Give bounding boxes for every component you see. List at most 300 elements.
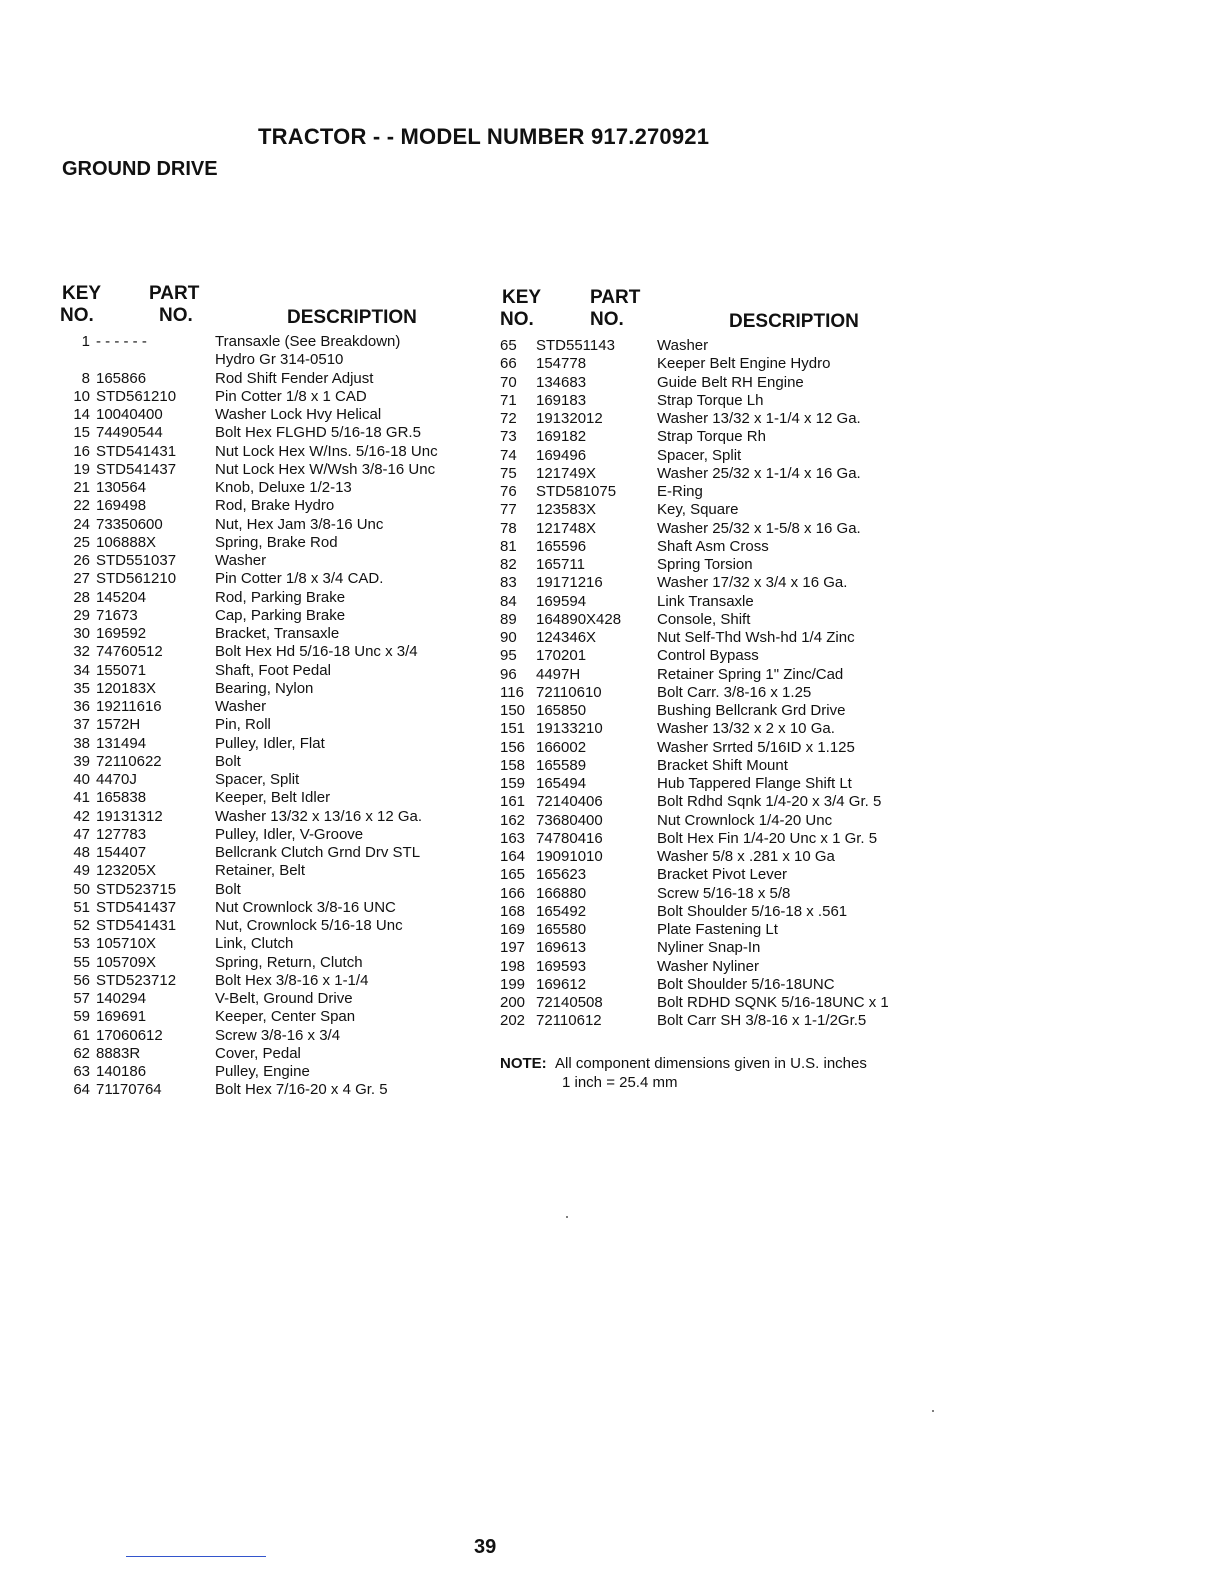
table-row: [500, 611, 930, 629]
table-row: [60, 698, 490, 716]
table-row: [500, 684, 930, 702]
description: Bracket Pivot Lever: [657, 866, 788, 884]
part-no: 17060612: [96, 1026, 163, 1044]
description: Washer Nyliner: [657, 957, 759, 975]
description: Knob, Deluxe 1/2-13: [215, 479, 352, 496]
key-no: 53: [73, 935, 90, 953]
table-row: [60, 826, 490, 844]
part-no: 121748X: [536, 519, 597, 537]
part-no: 71170764: [96, 1081, 162, 1099]
part-no: 106888X: [96, 533, 157, 551]
description: Bolt Rdhd Sqnk 1/4-20 x 3/4 Gr. 5: [657, 793, 882, 811]
part-no: STD541431: [96, 917, 177, 934]
description: Cap, Parking Brake: [215, 606, 346, 624]
description: Washer Lock Hvy Helical: [215, 406, 382, 423]
description: Bushing Bellcrank Grd Drive: [657, 702, 846, 719]
table-row: [500, 520, 930, 538]
table-row: [500, 337, 930, 355]
key-no: 78: [500, 519, 517, 537]
table-row: [60, 753, 490, 771]
table-row: [60, 917, 490, 935]
key-no: 156: [500, 738, 526, 756]
part-no: 72140508: [536, 994, 603, 1011]
key-no: 21: [73, 479, 90, 496]
key-no: 74: [500, 446, 517, 464]
description: Bracket, Transaxle: [215, 625, 340, 642]
description: Spacer, Split: [215, 771, 300, 788]
key-no: 49: [73, 862, 90, 880]
description: Nut Crownlock 1/4-20 Unc: [657, 811, 833, 829]
description: Bolt RDHD SQNK 5/16-18UNC x 1: [657, 994, 889, 1011]
part-no: 74760512: [96, 643, 163, 661]
table-row: [60, 881, 490, 899]
description: Bracket Shift Mount: [657, 756, 788, 774]
key-no: 56: [73, 971, 90, 989]
header-description: DESCRIPTION: [729, 311, 859, 332]
part-no: 169498: [96, 497, 147, 515]
part-no: 19091010: [536, 848, 603, 865]
key-no: 32: [73, 643, 90, 661]
description: Keeper, Belt Idler: [215, 789, 331, 807]
description: Control Bypass: [657, 647, 759, 665]
key-no: 63: [73, 1063, 90, 1080]
part-no: 165596: [536, 537, 587, 555]
key-no: 29: [73, 606, 90, 624]
table-row: [500, 501, 930, 519]
table-row: [500, 1012, 930, 1030]
key-no: 164: [500, 848, 526, 865]
key-no: 1: [81, 333, 90, 350]
description: Washer 13/32 x 2 x 10 Ga.: [657, 720, 835, 738]
part-no: 4497H: [536, 665, 581, 683]
description: Washer 13/32 x 13/16 x 12 Ga.: [215, 807, 423, 825]
part-no: 131494: [96, 734, 147, 752]
table-row: [60, 662, 490, 680]
note: [500, 1054, 867, 1092]
description: Washer Srrted 5/16ID x 1.125: [657, 738, 855, 756]
part-no: STD523712: [96, 971, 177, 989]
table-row: [500, 976, 930, 994]
description: Bolt Hex 7/16-20 x 4 Gr. 5: [215, 1081, 388, 1099]
table-row: [60, 935, 490, 953]
part-no: 145204: [96, 588, 147, 606]
part-no: 169613: [536, 939, 587, 957]
table-row: [500, 556, 930, 574]
description: Cover, Pedal: [215, 1044, 301, 1062]
part-no: 165866: [96, 369, 147, 387]
key-no: 47: [73, 825, 90, 843]
table-row: [500, 355, 930, 373]
table-row: [60, 443, 490, 461]
part-no: STD581075: [536, 483, 617, 500]
key-no: 50: [73, 880, 90, 898]
part-no: 19132012: [536, 410, 603, 427]
key-no: 198: [500, 957, 526, 975]
description: Nut, Crownlock 5/16-18 Unc: [215, 917, 403, 934]
table-row: [60, 479, 490, 497]
description: Strap Torque Rh: [657, 428, 766, 446]
key-no: 51: [73, 898, 90, 916]
table-row: [500, 465, 930, 483]
description: Washer: [657, 337, 709, 354]
header-part-line1: PART: [149, 283, 200, 304]
key-no: 10: [73, 387, 90, 405]
description: Bolt: [215, 752, 241, 770]
table-row: [60, 1081, 490, 1099]
part-no: 1572H: [96, 716, 141, 734]
page-number: 39: [474, 1536, 497, 1558]
description: Keeper, Center Span: [215, 1008, 356, 1026]
part-no: 169593: [536, 957, 587, 975]
description: Bellcrank Clutch Grnd Drv STL: [215, 844, 421, 861]
part-no: 154778: [536, 355, 587, 373]
description: Link Transaxle: [657, 592, 754, 610]
table-row: [500, 629, 930, 647]
part-no: 19171216: [536, 574, 603, 592]
key-no: 57: [73, 990, 90, 1007]
table-row: [60, 388, 490, 406]
table-row: [500, 428, 930, 446]
table-row: [500, 958, 930, 976]
description: Pin Cotter 1/8 x 1 CAD: [215, 387, 367, 405]
part-no: 4470J: [96, 771, 137, 788]
table-row: [60, 607, 490, 625]
description: Washer 25/32 x 1-1/4 x 16 Ga.: [657, 464, 861, 482]
part-no: 169691: [96, 1008, 147, 1026]
key-no: 83: [500, 574, 517, 592]
section-title: GROUND DRIVE: [62, 158, 218, 180]
description: Key, Square: [657, 501, 739, 519]
table-row: [60, 1045, 490, 1063]
table-row: [60, 680, 490, 698]
part-no: STD561210: [96, 387, 177, 405]
description: Shaft, Foot Pedal: [215, 661, 331, 679]
description: Bolt Hex FLGHD 5/16-18 GR.5: [215, 424, 421, 442]
description: Pin Cotter 1/8 x 3/4 CAD.: [215, 570, 384, 588]
table-row: [60, 735, 490, 753]
page-title: TRACTOR - - MODEL NUMBER 917.270921: [258, 124, 710, 149]
key-no: 81: [500, 537, 517, 555]
table-row: [60, 333, 490, 351]
part-no: 105710X: [96, 935, 157, 953]
description: Nut Self-Thd Wsh-hd 1/4 Zinc: [657, 629, 855, 646]
key-no: 202: [500, 1012, 526, 1030]
table-row: [500, 921, 930, 939]
part-no: 140294: [96, 990, 147, 1007]
description: Retainer Spring 1" Zinc/Cad: [657, 665, 844, 683]
description: Pulley, Idler, Flat: [215, 734, 325, 752]
description: Hydro Gr 314-0510: [215, 351, 344, 369]
table-row: [60, 589, 490, 607]
table-row: [500, 593, 930, 611]
part-no: STD561210: [96, 570, 177, 588]
key-no: 27: [73, 570, 90, 588]
table-row: [60, 789, 490, 807]
description: Screw 3/8-16 x 3/4: [215, 1026, 341, 1044]
description: Transaxle (See Breakdown): [215, 333, 401, 350]
description: Bolt Carr SH 3/8-16 x 1-1/2Gr.5: [657, 1012, 867, 1030]
footer-rule: [126, 1556, 266, 1557]
part-no: 164890X428: [536, 610, 622, 628]
table-row: [500, 885, 930, 903]
description: Strap Torque Lh: [657, 391, 764, 409]
table-row: [60, 1063, 490, 1081]
table-row: [500, 483, 930, 501]
table-row: [60, 808, 490, 826]
description: Nut Lock Hex W/Wsh 3/8-16 Unc: [215, 460, 436, 478]
table-row: [60, 497, 490, 515]
description: Washer: [215, 552, 267, 569]
part-no: 165838: [96, 789, 147, 807]
part-no: STD551143: [536, 337, 615, 354]
description: Spring Torsion: [657, 556, 753, 573]
table-row: [60, 972, 490, 990]
key-no: 165: [500, 866, 526, 884]
part-no: 169612: [536, 975, 587, 993]
description: Bolt: [215, 880, 241, 898]
key-no: 41: [73, 789, 90, 807]
key-no: 34: [73, 661, 90, 679]
description: Console, Shift: [657, 610, 751, 628]
part-no: 170201: [536, 647, 587, 665]
note-line1: All component dimensions given in U.S. inches: [555, 1055, 867, 1072]
part-no: 140186: [96, 1063, 147, 1080]
key-no: 38: [73, 734, 90, 752]
part-no: STD541437: [96, 460, 177, 478]
description: Hub Tappered Flange Shift Lt: [657, 775, 852, 792]
part-no: 123205X: [96, 862, 157, 880]
part-no: 123583X: [536, 501, 597, 519]
key-no: 52: [73, 917, 90, 934]
table-row: [60, 643, 490, 661]
description: V-Belt, Ground Drive: [215, 990, 353, 1007]
key-no: 35: [73, 679, 90, 697]
description: Washer: [215, 698, 267, 715]
description: Bolt Hex Hd 5/16-18 Unc x 3/4: [215, 643, 418, 661]
key-no: 166: [500, 884, 526, 902]
table-row: [60, 370, 490, 388]
key-no: 84: [500, 592, 517, 610]
description: Bolt Shoulder 5/16-18 x .561: [657, 902, 848, 920]
key-no: 70: [500, 373, 517, 391]
key-no: 61: [73, 1026, 90, 1044]
key-no: 66: [500, 355, 517, 373]
key-no: 96: [500, 665, 517, 683]
description: Washer 17/32 x 3/4 x 16 Ga.: [657, 574, 848, 592]
scan-speck: [932, 1410, 934, 1412]
key-no: 76: [500, 483, 517, 500]
key-no: 19: [73, 460, 90, 478]
part-no: 154407: [96, 844, 147, 861]
table-row: [60, 406, 490, 424]
description: Bolt Hex Fin 1/4-20 Unc x 1 Gr. 5: [657, 829, 878, 847]
description: Pin, Roll: [215, 716, 271, 734]
table-row: [60, 461, 490, 479]
part-no: 166002: [536, 738, 587, 756]
table-row: [500, 903, 930, 921]
table-row: [500, 793, 930, 811]
description: Keeper Belt Engine Hydro: [657, 355, 831, 373]
part-no: 72110622: [96, 752, 162, 770]
header-key-line1: KEY: [62, 283, 102, 304]
key-no: 168: [500, 902, 526, 920]
table-row: [500, 392, 930, 410]
part-no: 134683: [536, 373, 587, 391]
key-no: 199: [500, 975, 526, 993]
part-no: 165494: [536, 775, 587, 792]
part-no: STD541431: [96, 442, 177, 460]
table-row: [60, 862, 490, 880]
part-no: 165580: [536, 921, 587, 938]
key-no: 65: [500, 337, 517, 354]
description: Pulley, Engine: [215, 1063, 310, 1080]
table-row: [500, 812, 930, 830]
key-no: 37: [73, 716, 90, 734]
part-no: 120183X: [96, 679, 157, 697]
part-no: 10040400: [96, 406, 163, 423]
part-no: 124346X: [536, 629, 597, 646]
header-key-line2: NO.: [60, 305, 94, 326]
table-row: [60, 1008, 490, 1026]
table-row: [500, 848, 930, 866]
key-no: 72: [500, 410, 517, 427]
table-header: [500, 287, 930, 337]
key-no: 163: [500, 829, 526, 847]
table-row: [500, 647, 930, 665]
scan-speck: [566, 1216, 568, 1218]
parts-rows-right: [500, 337, 930, 1031]
part-no: 73350600: [96, 515, 163, 533]
key-no: 169: [500, 921, 526, 938]
key-no: 15: [73, 424, 90, 442]
part-no: 73680400: [536, 811, 603, 829]
key-no: 161: [500, 793, 526, 811]
key-no: 89: [500, 610, 517, 628]
part-no: 105709X: [96, 953, 157, 971]
table-row: [500, 410, 930, 428]
key-no: 158: [500, 756, 526, 774]
description: Rod, Parking Brake: [215, 588, 346, 606]
table-row: [500, 866, 930, 884]
part-no: 71673: [96, 606, 138, 624]
table-row: [500, 720, 930, 738]
table-row: [60, 516, 490, 534]
part-no: 166880: [536, 884, 587, 902]
table-row: [60, 771, 490, 789]
parts-table-right: [500, 287, 930, 1031]
key-no: 150: [500, 702, 526, 719]
description: Pulley, Idler, V-Groove: [215, 825, 364, 843]
part-no: - - - - - -: [96, 333, 147, 350]
description: Bolt Shoulder 5/16-18UNC: [657, 975, 835, 993]
table-row: [60, 351, 490, 369]
description: Bolt Carr. 3/8-16 x 1.25: [657, 683, 812, 701]
key-no: 95: [500, 647, 517, 665]
part-no: 155071: [96, 661, 147, 679]
description: Spacer, Split: [657, 446, 742, 464]
key-no: 200: [500, 994, 526, 1011]
description: Plate Fastening Lt: [657, 921, 778, 938]
part-no: 169183: [536, 391, 587, 409]
key-no: 151: [500, 720, 526, 738]
key-no: 90: [500, 629, 517, 646]
part-no: 19133210: [536, 720, 603, 738]
part-no: 74780416: [536, 829, 603, 847]
header-key-line2: NO.: [500, 309, 534, 330]
key-no: 197: [500, 939, 526, 957]
header-key-line1: KEY: [502, 287, 542, 308]
table-row: [500, 574, 930, 592]
part-no: 19211616: [96, 698, 162, 715]
description: Spring, Brake Rod: [215, 533, 338, 551]
part-no: STD551037: [96, 552, 177, 569]
key-no: 22: [73, 497, 90, 515]
table-header: [60, 283, 490, 333]
description: Shaft Asm Cross: [657, 537, 769, 555]
key-no: 73: [500, 428, 517, 446]
description: Washer 25/32 x 1-5/8 x 16 Ga.: [657, 519, 861, 537]
part-no: 169182: [536, 428, 587, 446]
description: Guide Belt RH Engine: [657, 373, 804, 391]
key-no: 116: [500, 683, 524, 701]
header-part-line1: PART: [590, 287, 641, 308]
table-row: [60, 534, 490, 552]
description: E-Ring: [657, 483, 703, 500]
note-line2: 1 inch = 25.4 mm: [562, 1074, 678, 1091]
part-no: 165492: [536, 902, 587, 920]
table-row: [60, 1027, 490, 1045]
description: Nut Crownlock 3/8-16 UNC: [215, 898, 396, 916]
key-no: 55: [73, 953, 90, 971]
table-row: [60, 570, 490, 588]
part-no: 19131312: [96, 807, 163, 825]
part-no: 169594: [536, 592, 587, 610]
note-label: NOTE:: [500, 1055, 547, 1072]
part-no: 165589: [536, 756, 587, 774]
part-no: STD541437: [96, 898, 177, 916]
table-row: [60, 716, 490, 734]
key-no: 42: [73, 807, 90, 825]
description: Retainer, Belt: [215, 862, 306, 880]
description: Nut Lock Hex W/Ins. 5/16-18 Unc: [215, 442, 438, 460]
description: Bearing, Nylon: [215, 679, 314, 697]
description: Washer 5/8 x .281 x 10 Ga: [657, 848, 835, 865]
part-no: STD523715: [96, 880, 177, 898]
description: Link, Clutch: [215, 935, 294, 953]
description: Spring, Return, Clutch: [215, 953, 363, 971]
part-no: 121749X: [536, 464, 597, 482]
table-row: [60, 625, 490, 643]
description: Nyliner Snap-In: [657, 939, 761, 957]
table-row: [60, 990, 490, 1008]
header-part-line2: NO.: [159, 305, 193, 326]
description: Rod Shift Fender Adjust: [215, 369, 374, 387]
description: Screw 5/16-18 x 5/8: [657, 884, 791, 902]
key-no: 8: [81, 369, 90, 387]
key-no: 28: [73, 588, 90, 606]
part-no: 72110610: [536, 683, 602, 701]
table-row: [500, 939, 930, 957]
table-row: [500, 538, 930, 556]
part-no: 165623: [536, 866, 587, 884]
key-no: 39: [73, 752, 90, 770]
part-no: 72140406: [536, 793, 603, 811]
description: Bolt Hex 3/8-16 x 1-1/4: [215, 971, 369, 989]
table-row: [500, 775, 930, 793]
key-no: 14: [73, 406, 90, 423]
table-row: [60, 424, 490, 442]
key-no: 162: [500, 811, 526, 829]
